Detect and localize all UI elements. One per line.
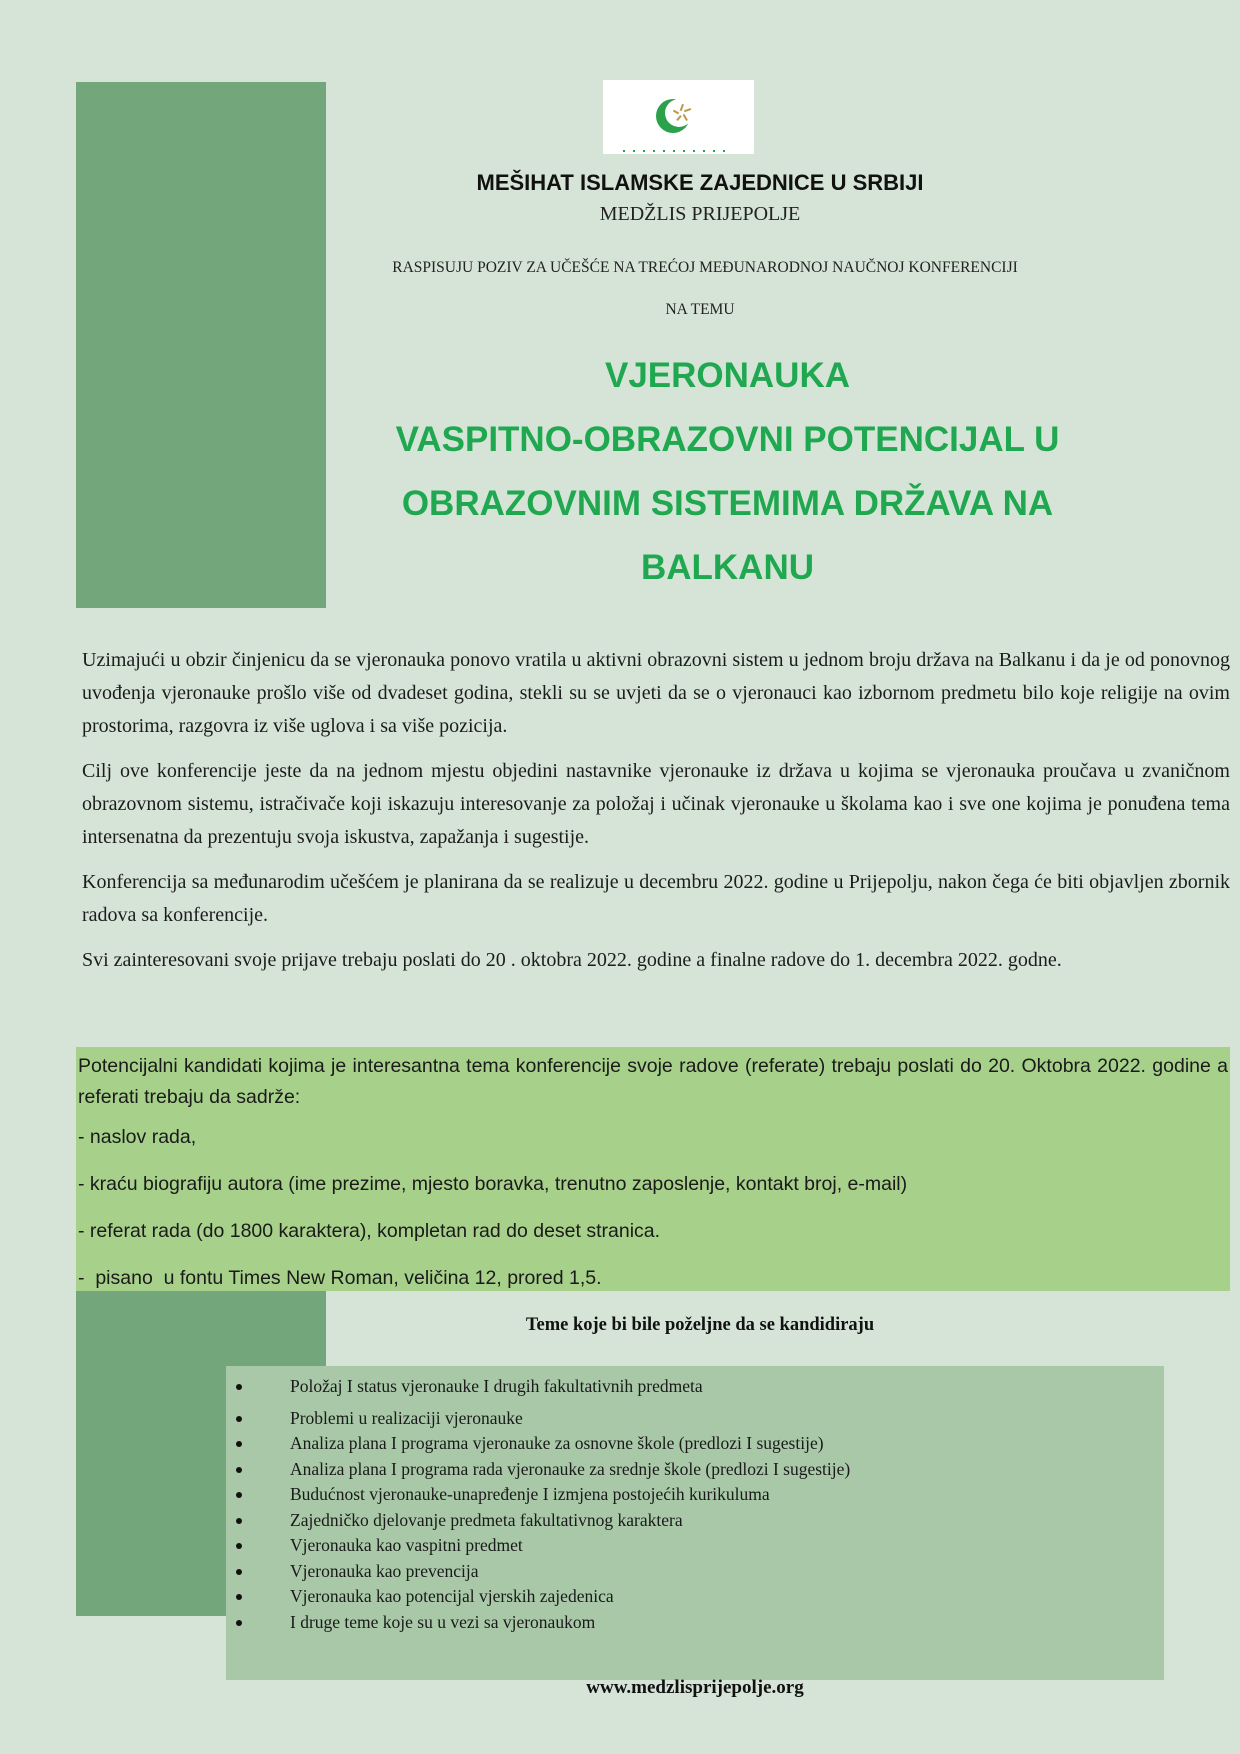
topic-item	[226, 1406, 1164, 1432]
topic-item	[226, 1374, 1164, 1400]
organization-name: MEŠIHAT ISLAMSKE ZAJEDNICE U SRBIJI	[476, 170, 924, 195]
conference-title	[330, 344, 1125, 600]
bullet-icon	[236, 1569, 242, 1575]
topic-item	[226, 1431, 1164, 1457]
requirement-item: - naslov rada,	[78, 1126, 197, 1148]
requirements-box	[76, 1047, 1230, 1291]
bullet-icon	[236, 1620, 242, 1626]
topic-item	[226, 1482, 1164, 1508]
body-paragraph: Cilj ove konferencije jeste da na jednom mjestu objedini nastavnike vjeronauke iz država u kojima se vjeronauka proučava u zvaničnom obrazovnom sistemu, istračivače koji iskazuju interesovanje za položaj i učinak vjeronauke u školama kao i sve one kojima je ponuđena tema intersenatna da prezentuju svoja iskustva, zapažanja i sugestije.	[82, 760, 1230, 848]
topic-text: Položaj I status vjeronauke I drugih fakultativnih predmeta	[290, 1376, 703, 1396]
call-for-participation: RASPISUJU POZIV ZA UČEŠĆE NA TREĆOJ MEĐUNARODNOJ NAUČNOJ KONFERENCIJI	[392, 259, 1018, 276]
requirement-item: - kraću biografiju autora (ime prezime, mjesto boravka, trenutno zaposlenje, kontakt broj, e-mail)	[78, 1173, 908, 1195]
requirement-item: - referat rada (do 1800 karaktera), kompletan rad do deset stranica.	[78, 1220, 661, 1242]
topics-box	[226, 1366, 1164, 1680]
topic-text: Zajedničko djelovanje predmeta fakultativnog karaktera	[290, 1509, 683, 1530]
topic-text: Vjeronauka kao vaspitni predmet	[290, 1535, 523, 1555]
requirement-item: - pisano u fontu Times New Roman, veličina 12, prored 1,5.	[78, 1267, 602, 1289]
topic-text: Problemi u realizaciji vjeronauke	[290, 1407, 523, 1428]
website-link[interactable]: www.medzlisprijepolje.org	[586, 1677, 804, 1698]
topic-item	[226, 1584, 1164, 1610]
body-paragraph: Konferencija sa međunarodim učešćem je planirana da se realizuje u decembru 2022. godine u Prijepolju, nakon čega će biti objavljen zbornik radova sa konferencije.	[82, 871, 1230, 926]
bullet-icon	[236, 1467, 242, 1473]
theme-label: NA TEMU	[665, 301, 735, 318]
topic-text: I druge teme koje su u vezi sa vjeronaukom	[290, 1611, 596, 1632]
decorative-sidebar-top	[76, 82, 326, 608]
topic-text: Budućnost vjeronauke-unapređenje I izmjena postojećih kurikuluma	[290, 1484, 770, 1504]
topic-item	[226, 1457, 1164, 1483]
topics-heading: Teme koje bi bile poželjne da se kandidiraju	[525, 1315, 875, 1335]
topic-text: Analiza plana I programa rada vjeronauke za srednje škole (predlozi I sugestije)	[290, 1458, 851, 1479]
topic-item	[226, 1508, 1164, 1534]
topic-text: Vjeronauka kao potencijal vjerskih zajedenica	[290, 1586, 614, 1606]
bullet-icon	[236, 1492, 242, 1498]
topic-item	[226, 1559, 1164, 1585]
sub-organization-name: MEDŽLIS PRIJEPOLJE	[599, 203, 801, 225]
topic-text: Analiza plana I programa vjeronauke za osnovne škole (predlozi I sugestije)	[290, 1433, 824, 1453]
topics-list	[226, 1374, 1164, 1635]
topic-item	[226, 1533, 1164, 1559]
bullet-icon	[236, 1594, 242, 1600]
bullet-icon	[236, 1384, 242, 1390]
crescent-star-icon	[603, 80, 754, 154]
title-line: VASPITNO-OBRAZOVNI POTENCIJAL U	[395, 420, 1060, 459]
requirements-intro: Potencijalni kandidati kojima je interesantna tema konferencije svoje radove (referate) trebaju poslati do 20. Oktobra 2022. godine a referati trebaju da sadrže:	[78, 1055, 1228, 1108]
bullet-icon	[236, 1518, 242, 1524]
topic-item	[226, 1610, 1164, 1636]
logo	[603, 80, 754, 154]
topic-text: Vjeronauka kao prevencija	[290, 1560, 479, 1581]
bullet-icon	[236, 1416, 242, 1422]
title-line: VJERONAUKA	[604, 356, 851, 395]
title-line: BALKANU	[640, 548, 815, 587]
bullet-icon	[236, 1543, 242, 1549]
title-line: OBRAZOVNIM SISTEMIMA DRŽAVA NA	[401, 484, 1054, 523]
body-text	[82, 644, 1230, 989]
body-paragraph: Uzimajući u obzir činjenicu da se vjeronauka ponovo vratila u aktivni obrazovni sistem u jednom broju država na Balkanu i da je od ponovnog uvođenja vjeronauke prošlo više od dvadeset godina, stekli su se uvjeti da se o vjeronauci kao izbornom predmetu bilo koje religije na ovim prostorima, razgovra iz više uglova i sa više pozicija.	[82, 649, 1230, 737]
bullet-icon	[236, 1441, 242, 1447]
body-paragraph: Svi zainteresovani svoje prijave trebaju poslati do 20 . oktobra 2022. godine a finalne radove do 1. decembra 2022. godne.	[82, 949, 1062, 971]
